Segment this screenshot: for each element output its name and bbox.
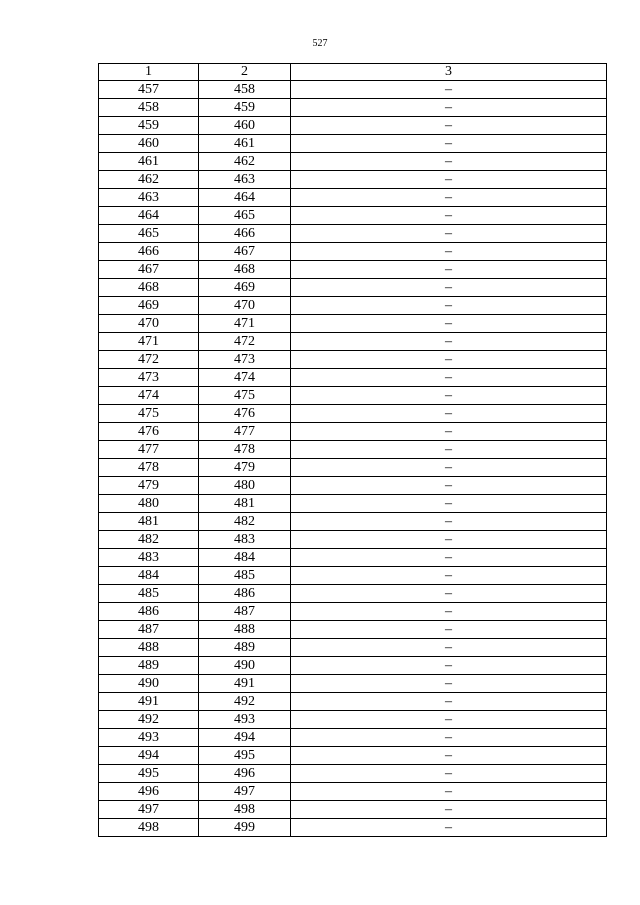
table-cell-col-1: 479 [99, 477, 199, 495]
table-cell-col-3: – [291, 189, 607, 207]
table-cell-col-2: 489 [199, 639, 291, 657]
table-row [99, 747, 607, 765]
table-row [99, 153, 607, 171]
table-row [99, 81, 607, 99]
table-cell-col-1: 469 [99, 297, 199, 315]
table-cell-col-3: – [291, 801, 607, 819]
table-cell-col-2: 469 [199, 279, 291, 297]
table-cell-col-2: 492 [199, 693, 291, 711]
table-cell-col-1: 498 [99, 819, 199, 837]
table-cell-col-2: 493 [199, 711, 291, 729]
table-cell-col-1: 468 [99, 279, 199, 297]
table-cell-col-1: 475 [99, 405, 199, 423]
table-cell-col-1: 488 [99, 639, 199, 657]
table-cell-col-3: – [291, 99, 607, 117]
table-cell-col-3: – [291, 531, 607, 549]
table-cell-col-3: – [291, 693, 607, 711]
table-cell-col-2: 475 [199, 387, 291, 405]
table-row [99, 675, 607, 693]
table-row [99, 639, 607, 657]
table-row [99, 657, 607, 675]
table-row [99, 117, 607, 135]
table-cell-col-2: 479 [199, 459, 291, 477]
table-cell-col-3: – [291, 729, 607, 747]
table-row [99, 297, 607, 315]
table-cell-col-2: 472 [199, 333, 291, 351]
table-cell-col-3: – [291, 297, 607, 315]
table-row [99, 549, 607, 567]
table-row [99, 189, 607, 207]
table-cell-col-2: 460 [199, 117, 291, 135]
table-cell-col-3: – [291, 477, 607, 495]
table-cell-col-3: – [291, 81, 607, 99]
table-cell-col-3: – [291, 585, 607, 603]
table-row [99, 261, 607, 279]
column-header-3: 3 [291, 64, 607, 81]
table-cell-col-3: – [291, 567, 607, 585]
table-cell-col-3: – [291, 711, 607, 729]
table-cell-col-1: 466 [99, 243, 199, 261]
table-cell-col-2: 485 [199, 567, 291, 585]
table-cell-col-1: 464 [99, 207, 199, 225]
table-cell-col-2: 481 [199, 495, 291, 513]
table-cell-col-1: 494 [99, 747, 199, 765]
table-cell-col-1: 457 [99, 81, 199, 99]
data-table [98, 63, 607, 837]
table-cell-col-1: 478 [99, 459, 199, 477]
table-cell-col-2: 471 [199, 315, 291, 333]
table-cell-col-3: – [291, 441, 607, 459]
table-cell-col-1: 489 [99, 657, 199, 675]
table-cell-col-1: 491 [99, 693, 199, 711]
table-row [99, 207, 607, 225]
table-cell-col-3: – [291, 243, 607, 261]
table-cell-col-2: 488 [199, 621, 291, 639]
table-row [99, 171, 607, 189]
table-row [99, 477, 607, 495]
table-cell-col-3: – [291, 351, 607, 369]
table-cell-col-1: 474 [99, 387, 199, 405]
column-header-1: 1 [99, 64, 199, 81]
table-cell-col-1: 490 [99, 675, 199, 693]
table-row [99, 801, 607, 819]
table-row [99, 387, 607, 405]
table-cell-col-2: 465 [199, 207, 291, 225]
table-cell-col-1: 485 [99, 585, 199, 603]
table-cell-col-2: 499 [199, 819, 291, 837]
table-row [99, 423, 607, 441]
table-cell-col-2: 459 [199, 99, 291, 117]
table-cell-col-2: 477 [199, 423, 291, 441]
table-cell-col-1: 482 [99, 531, 199, 549]
table-cell-col-3: – [291, 513, 607, 531]
table-cell-col-3: – [291, 135, 607, 153]
table-cell-col-3: – [291, 495, 607, 513]
table-cell-col-1: 467 [99, 261, 199, 279]
table-cell-col-1: 480 [99, 495, 199, 513]
table-row [99, 459, 607, 477]
table-cell-col-2: 467 [199, 243, 291, 261]
table-row [99, 513, 607, 531]
table-cell-col-2: 486 [199, 585, 291, 603]
table-cell-col-1: 495 [99, 765, 199, 783]
table-cell-col-2: 463 [199, 171, 291, 189]
table-cell-col-2: 461 [199, 135, 291, 153]
table-cell-col-2: 498 [199, 801, 291, 819]
table-cell-col-3: – [291, 261, 607, 279]
table-row [99, 819, 607, 837]
table-body [99, 81, 607, 837]
table-cell-col-3: – [291, 675, 607, 693]
table-cell-col-2: 494 [199, 729, 291, 747]
table-row [99, 729, 607, 747]
table-cell-col-3: – [291, 117, 607, 135]
table-cell-col-3: – [291, 639, 607, 657]
table-cell-col-2: 490 [199, 657, 291, 675]
table-row [99, 369, 607, 387]
table-cell-col-2: 487 [199, 603, 291, 621]
table-row [99, 495, 607, 513]
table-cell-col-1: 473 [99, 369, 199, 387]
table-cell-col-3: – [291, 225, 607, 243]
table-cell-col-2: 478 [199, 441, 291, 459]
table-row [99, 225, 607, 243]
table-row [99, 621, 607, 639]
table-row [99, 531, 607, 549]
table-cell-col-1: 465 [99, 225, 199, 243]
table-row [99, 567, 607, 585]
table-cell-col-1: 481 [99, 513, 199, 531]
table-cell-col-1: 460 [99, 135, 199, 153]
table-cell-col-1: 476 [99, 423, 199, 441]
table-row [99, 585, 607, 603]
table-row [99, 405, 607, 423]
table-cell-col-3: – [291, 621, 607, 639]
table-cell-col-1: 461 [99, 153, 199, 171]
table-cell-col-1: 486 [99, 603, 199, 621]
table-cell-col-1: 487 [99, 621, 199, 639]
table-cell-col-3: – [291, 819, 607, 837]
table-cell-col-2: 466 [199, 225, 291, 243]
table-cell-col-1: 470 [99, 315, 199, 333]
table-cell-col-2: 484 [199, 549, 291, 567]
table-cell-col-2: 483 [199, 531, 291, 549]
table-cell-col-2: 468 [199, 261, 291, 279]
table-cell-col-1: 477 [99, 441, 199, 459]
table-row [99, 783, 607, 801]
table-row [99, 351, 607, 369]
table-cell-col-1: 484 [99, 567, 199, 585]
table-row [99, 603, 607, 621]
table-row [99, 765, 607, 783]
table-cell-col-1: 462 [99, 171, 199, 189]
column-header-2: 2 [199, 64, 291, 81]
table-cell-col-3: – [291, 459, 607, 477]
table-cell-col-3: – [291, 387, 607, 405]
table-cell-col-2: 464 [199, 189, 291, 207]
table-cell-col-3: – [291, 333, 607, 351]
table-cell-col-3: – [291, 315, 607, 333]
table-cell-col-1: 496 [99, 783, 199, 801]
table-cell-col-1: 459 [99, 117, 199, 135]
table-cell-col-3: – [291, 657, 607, 675]
table-cell-col-1: 492 [99, 711, 199, 729]
table-cell-col-2: 496 [199, 765, 291, 783]
table-row [99, 333, 607, 351]
table-cell-col-3: – [291, 603, 607, 621]
table-cell-col-2: 458 [199, 81, 291, 99]
table-cell-col-3: – [291, 783, 607, 801]
table-cell-col-3: – [291, 279, 607, 297]
table-row [99, 693, 607, 711]
table-row [99, 99, 607, 117]
table-cell-col-1: 483 [99, 549, 199, 567]
table-cell-col-2: 462 [199, 153, 291, 171]
page-number: 527 [312, 38, 328, 49]
table-cell-col-2: 497 [199, 783, 291, 801]
table-cell-col-2: 491 [199, 675, 291, 693]
table-cell-col-1: 458 [99, 99, 199, 117]
table-cell-col-2: 470 [199, 297, 291, 315]
table-cell-col-3: – [291, 405, 607, 423]
table-cell-col-1: 497 [99, 801, 199, 819]
table-row [99, 315, 607, 333]
table-cell-col-1: 471 [99, 333, 199, 351]
table-row [99, 243, 607, 261]
table-cell-col-1: 472 [99, 351, 199, 369]
table-row [99, 279, 607, 297]
table-header-row [99, 64, 607, 81]
table-cell-col-3: – [291, 207, 607, 225]
table-cell-col-2: 495 [199, 747, 291, 765]
table-row [99, 441, 607, 459]
table-cell-col-2: 476 [199, 405, 291, 423]
table-cell-col-1: 463 [99, 189, 199, 207]
table-cell-col-3: – [291, 171, 607, 189]
table-row [99, 135, 607, 153]
table-cell-col-3: – [291, 747, 607, 765]
table-cell-col-2: 482 [199, 513, 291, 531]
table-row [99, 711, 607, 729]
table-cell-col-2: 473 [199, 351, 291, 369]
table-cell-col-2: 474 [199, 369, 291, 387]
table-cell-col-3: – [291, 549, 607, 567]
table-cell-col-3: – [291, 369, 607, 387]
table-cell-col-3: – [291, 153, 607, 171]
table-cell-col-3: – [291, 765, 607, 783]
table-cell-col-1: 493 [99, 729, 199, 747]
table-cell-col-2: 480 [199, 477, 291, 495]
table-cell-col-3: – [291, 423, 607, 441]
